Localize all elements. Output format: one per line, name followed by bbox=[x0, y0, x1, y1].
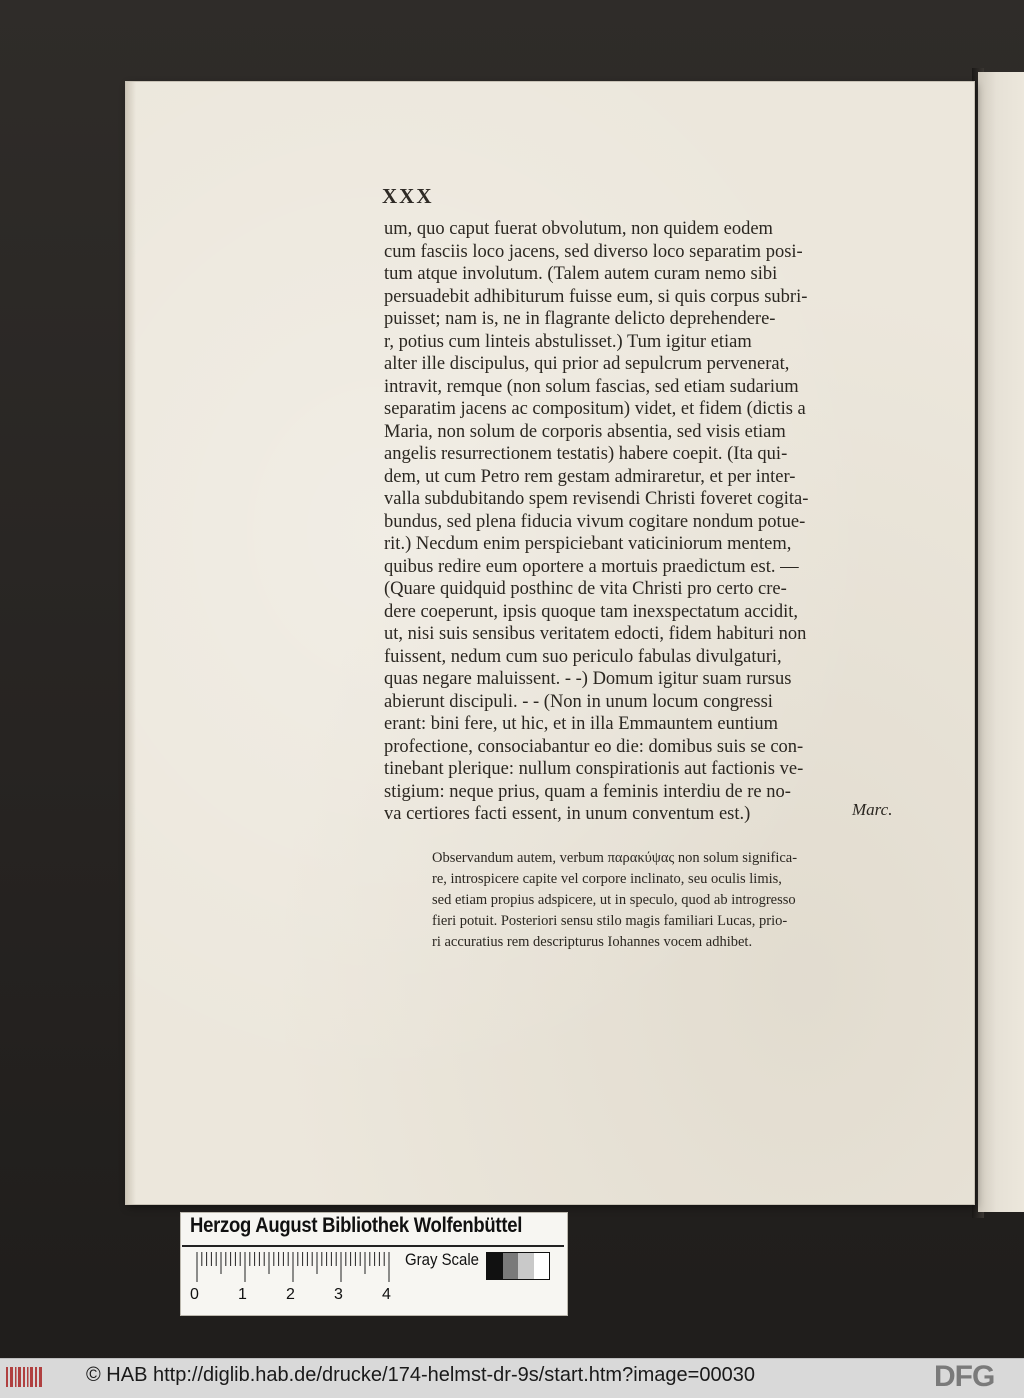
text-line: r, potius cum linteis abstulisset.) Tum igitur etiam bbox=[384, 331, 752, 352]
text-line: erant: bini fere, ut hic, et in illa Emmauntem euntium bbox=[384, 714, 779, 734]
gray-swatch bbox=[534, 1253, 550, 1279]
gray-scale-swatches bbox=[486, 1252, 550, 1280]
text-line: quas negare maluissent. - -) Domum igitur suam rursus bbox=[384, 669, 792, 689]
footnote-line: ri accuratius rem descripturus Iohannes vocem adhibet. bbox=[432, 934, 753, 950]
footnote-line: sed etiam propius adspicere, ut in speculo, quod ab introgresso bbox=[432, 892, 796, 908]
text-line: Maria, non solum de corporis absentia, sed visis etiam bbox=[384, 421, 786, 442]
gray-swatch bbox=[518, 1253, 534, 1279]
catchword: Marc. bbox=[852, 800, 893, 819]
gray-swatch bbox=[487, 1253, 503, 1279]
text-line: cum fasciis loco jacens, sed diverso loco separatim posi- bbox=[384, 241, 803, 262]
ruler-number: 2 bbox=[286, 1286, 295, 1303]
text-line: angelis resurrectionem testatis) habere coepit. (Ita qui- bbox=[384, 444, 788, 464]
text-line: bundus, sed plena fiducia vivum cogitare nondum potue- bbox=[384, 511, 806, 532]
hab-barcode-icon bbox=[4, 1364, 46, 1390]
text-line: separatim jacens ac compositum) videt, et fidem (dictis a bbox=[384, 399, 806, 419]
text-line: abierunt discipuli. - - (Non in unum locum congressi bbox=[384, 691, 773, 712]
ruler-scale bbox=[196, 1250, 392, 1286]
copyright-url[interactable]: © HAB http://diglib.hab.de/drucke/174-helmst-dr-9s/start.htm?image=00030 bbox=[86, 1364, 755, 1386]
facing-page bbox=[978, 72, 1024, 1212]
ruler-number: 3 bbox=[334, 1286, 343, 1303]
page-number: XXX bbox=[382, 184, 434, 208]
text-line: puisset; nam is, ne in flagrante delicto deprehendere- bbox=[384, 309, 776, 329]
text-line: dem, ut cum Petro rem gestam admiraretur, et per inter- bbox=[384, 466, 796, 487]
text-line: um, quo caput fuerat obvolutum, non quidem eodem bbox=[384, 219, 773, 239]
text-line: valla subdubitando spem revisendi Christi foveret cogita- bbox=[384, 489, 809, 509]
gray-scale-label: Gray Scale bbox=[405, 1250, 480, 1269]
ruler-number: 4 bbox=[382, 1286, 391, 1303]
target-divider bbox=[182, 1245, 564, 1247]
text-line: quibus redire eum oportere a mortuis praedictum est. — bbox=[384, 556, 799, 577]
text-line: ut, nisi suis sensibus veritatem edocti, fidem habituri non bbox=[384, 624, 807, 644]
text-line: dere coeperunt, ipsis quoque tam inexspectatum accidit, bbox=[384, 601, 799, 622]
text-line: tum atque involutum. (Talem autem curam nemo sibi bbox=[384, 264, 778, 284]
footnote-line: fieri potuit. Posteriori sensu stilo magis familiari Lucas, prio- bbox=[432, 913, 788, 929]
text-line: (Quare quidquid posthinc de vita Christi pro certo cre- bbox=[384, 579, 787, 599]
ruler-number: 1 bbox=[238, 1286, 247, 1303]
text-line: profectione, consociabantur eo die: domibus suis se con- bbox=[384, 736, 804, 757]
footnote bbox=[432, 848, 902, 953]
body-text bbox=[384, 218, 896, 826]
page-edge bbox=[126, 82, 136, 1204]
ruler-number: 0 bbox=[190, 1286, 199, 1303]
footnote-line: Observandum autem, verbum παρακύψας non solum significa- bbox=[432, 850, 798, 866]
footnote-line: re, introspicere capite vel corpore inclinato, seu oculis limis, bbox=[432, 871, 782, 887]
gray-swatch bbox=[503, 1253, 519, 1279]
text-line: fuissent, nedum cum suo periculo fabulas divulgaturi, bbox=[384, 646, 782, 667]
dfg-logo: DFG bbox=[934, 1360, 995, 1393]
text-line: rit.) Necdum enim perspiciebant vaticiniorum mentem, bbox=[384, 534, 792, 554]
text-line: stigium: neque prius, quam a feminis interdiu de re no- bbox=[384, 781, 791, 802]
text-line: intravit, remque (non solum fascias, sed etiam sudarium bbox=[384, 376, 799, 397]
text-line: va certiores facti essent, in unum conventum est.) bbox=[384, 804, 751, 824]
text-line: persuadebit adhibiturum fuisse eum, si quis corpus subri- bbox=[384, 286, 808, 307]
text-line: alter ille discipulus, qui prior ad sepulcrum pervenerat, bbox=[384, 354, 790, 374]
ruler-numbers bbox=[190, 1286, 410, 1308]
library-name: Herzog August Bibliothek Wolfenbüttel bbox=[190, 1214, 523, 1237]
text-line: tinebant plerique: nullum conspirationis aut factionis ve- bbox=[384, 759, 804, 779]
